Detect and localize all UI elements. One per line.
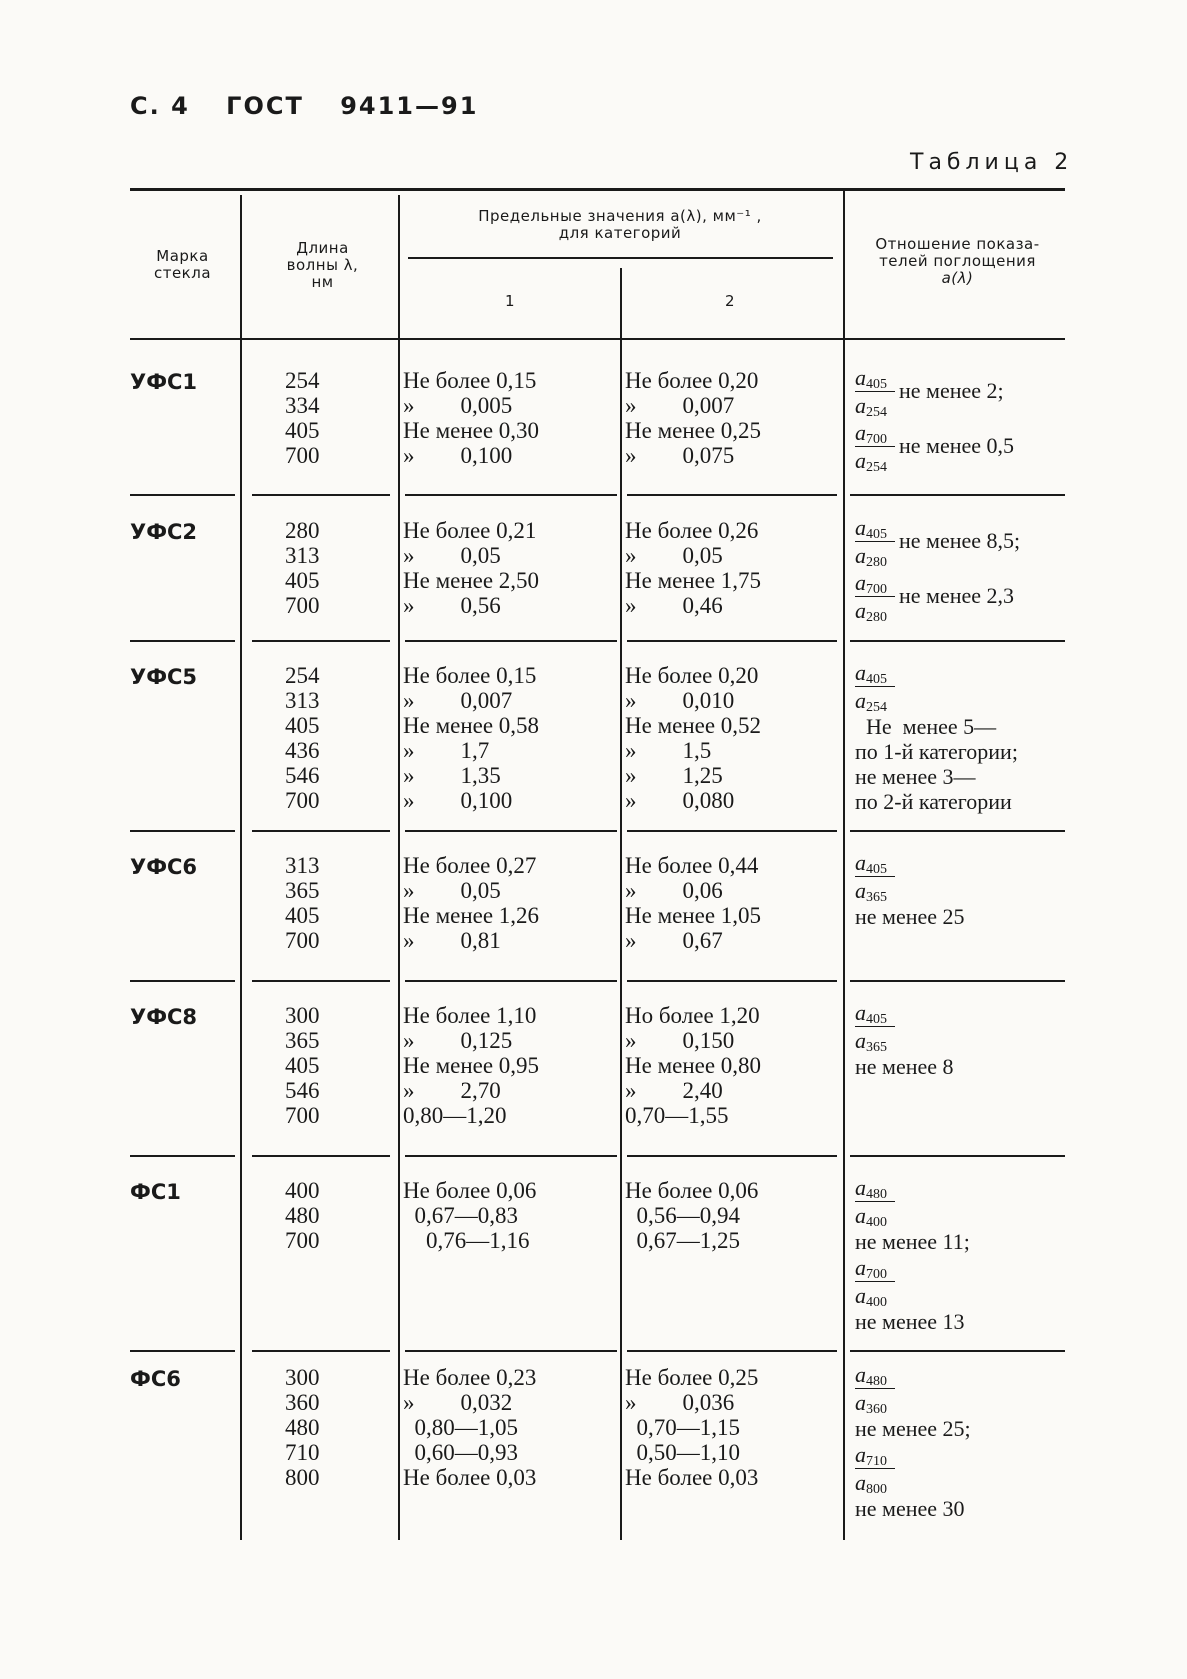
numerator-subscript: 700: [866, 582, 887, 597]
ratio-denominator: [855, 447, 895, 474]
glass-grade: УФС5: [130, 665, 198, 689]
ratio-condition: не менее 25;: [855, 1416, 971, 1441]
numerator-symbol: a: [855, 1362, 866, 1387]
wavelength-value: 334: [285, 393, 320, 418]
cat2-value-list: [625, 1178, 758, 1253]
numerator-subscript: 405: [866, 672, 887, 687]
numerator-subscript: 480: [866, 1374, 887, 1389]
row-separator: [627, 494, 837, 496]
wavelength-value-list: [285, 1178, 320, 1253]
cat2-value: 0,70—1,55: [625, 1103, 729, 1128]
numerator-subscript: 700: [866, 432, 887, 447]
cat1-value-list: [403, 1178, 536, 1253]
denominator-symbol: a: [855, 448, 866, 473]
numerator-symbol: a: [855, 1255, 866, 1280]
ratio-fraction-line: [855, 1361, 971, 1416]
divider-wavelength: [398, 195, 400, 1540]
row-separator: [252, 494, 390, 496]
row-separator: [405, 1350, 617, 1352]
row-separator: [405, 980, 617, 982]
ratio-condition: не менее 8: [855, 1054, 954, 1079]
ratio-denominator: [855, 392, 895, 419]
ratio-numerator: [855, 659, 895, 687]
wavelength-value: 546: [285, 763, 320, 788]
header-grade: Марка стекла: [153, 247, 212, 282]
cat2-value: Не менее 0,80: [625, 1053, 762, 1078]
ratio-denominator: [855, 597, 895, 624]
glass-grade: УФС2: [130, 520, 198, 544]
row-separator: [252, 1155, 390, 1157]
ratio-numerator: [855, 849, 895, 877]
ratio-cell: [855, 659, 1018, 814]
row-separator: [130, 494, 235, 496]
denominator-symbol: a: [855, 1283, 866, 1308]
cat2-value: 0,56—0,94: [625, 1203, 740, 1228]
cat2-value: » 0,036: [625, 1390, 735, 1415]
wavelength-value-list: [285, 663, 320, 813]
absorption-ratio-fraction: [855, 1361, 895, 1416]
cat2-value: Но более 1,20: [625, 1003, 760, 1028]
wavelength-value: 700: [285, 1103, 320, 1128]
cat2-value: » 0,05: [625, 543, 723, 568]
numerator-subscript: 405: [866, 862, 887, 877]
cat2-value: » 0,150: [625, 1028, 735, 1053]
row-separator: [850, 494, 1065, 496]
ratio-numerator: [855, 1174, 895, 1202]
wavelength-value-list: [285, 518, 320, 618]
wavelength-value: 300: [285, 1365, 320, 1390]
absorption-ratio-fraction: [855, 569, 895, 624]
cat1-value: » 0,05: [403, 543, 501, 568]
cat2-value: 0,50—1,10: [625, 1440, 740, 1465]
wavelength-value: 700: [285, 928, 320, 953]
cat2-value-list: [625, 518, 761, 618]
ratio-cell: [855, 1174, 970, 1334]
row-separator: [252, 830, 390, 832]
row-separator: [252, 980, 390, 982]
denominator-symbol: a: [855, 688, 866, 713]
ratio-cell: [855, 364, 1014, 474]
cat2-value: » 1,5: [625, 738, 712, 763]
cat1-value-list: [403, 368, 539, 468]
cat1-value-list: [403, 1365, 536, 1490]
ratio-numerator: [855, 1441, 895, 1469]
cat2-value: » 0,075: [625, 443, 735, 468]
numerator-symbol: a: [855, 570, 866, 595]
ratio-condition: не менее 8,5;: [899, 528, 1021, 553]
standard-number: 9411—91: [340, 92, 479, 120]
standard-label: ГОСТ: [226, 92, 304, 120]
wavelength-value: 365: [285, 878, 320, 903]
cat2-value: Не более 0,25: [625, 1365, 759, 1390]
ratio-numerator: [855, 419, 895, 447]
row-separator: [627, 980, 837, 982]
row-separator: [405, 830, 617, 832]
row-separator: [130, 1155, 235, 1157]
wavelength-value: 313: [285, 543, 320, 568]
denominator-subscript: 365: [866, 1040, 887, 1055]
cat2-value: Не более 0,03: [625, 1465, 759, 1490]
cat2-value-list: [625, 1003, 761, 1128]
ratio-fraction-line: [855, 1254, 970, 1309]
cat1-value-list: [403, 663, 539, 813]
wavelength-value: 700: [285, 593, 320, 618]
numerator-symbol: a: [855, 850, 866, 875]
ratio-numerator: [855, 514, 895, 542]
ratio-condition: по 1-й категории;: [855, 739, 1018, 764]
ratio-fraction-line: [855, 419, 1014, 474]
cat2-value: Не менее 1,75: [625, 568, 762, 593]
ratio-denominator: [855, 877, 895, 904]
cat2-value: » 2,40: [625, 1078, 723, 1103]
row-separator: [130, 830, 235, 832]
header-cat1: 1: [504, 292, 516, 310]
ratio-denominator: [855, 542, 895, 569]
wavelength-value: 365: [285, 1028, 320, 1053]
wavelength-value: 700: [285, 788, 320, 813]
denominator-symbol: a: [855, 1028, 866, 1053]
denominator-symbol: a: [855, 1203, 866, 1228]
cat1-value: Не более 1,10: [403, 1003, 537, 1028]
row-separator: [405, 494, 617, 496]
ratio-numerator: [855, 569, 895, 597]
row-separator: [627, 1155, 837, 1157]
row-separator: [850, 1155, 1065, 1157]
ratio-condition: не менее 0,5: [899, 433, 1015, 458]
ratio-condition: по 2-й категории: [855, 789, 1012, 814]
ratio-condition: не менее 11;: [855, 1229, 970, 1254]
denominator-subscript: 254: [866, 405, 887, 420]
header-limits: Предельные значения a(λ), мм⁻¹ , для категорий: [478, 207, 762, 242]
cat1-value: 0,76—1,16: [403, 1228, 530, 1253]
cat1-value-list: [403, 1003, 539, 1128]
cat1-value: Не менее 0,58: [403, 713, 540, 738]
cat1-value: 0,80—1,20: [403, 1103, 507, 1128]
cat1-value: Не более 0,06: [403, 1178, 537, 1203]
numerator-symbol: a: [855, 1000, 866, 1025]
cat2-value: » 0,46: [625, 593, 723, 618]
absorption-ratio-fraction: [855, 419, 895, 474]
cat1-value-list: [403, 518, 539, 618]
cat2-value: » 0,06: [625, 878, 723, 903]
ratio-denominator: [855, 1389, 895, 1416]
numerator-symbol: a: [855, 660, 866, 685]
cat1-value: » 1,7: [403, 738, 490, 763]
cat2-value: » 0,010: [625, 688, 735, 713]
row-separator: [130, 980, 235, 982]
wavelength-value: 710: [285, 1440, 320, 1465]
row-separator: [850, 980, 1065, 982]
header-ratio: Отношение показа- телей поглощения a(λ): [875, 235, 1040, 287]
table-title: Таблица 2: [910, 150, 1074, 175]
row-separator: [130, 640, 235, 642]
wavelength-value: 400: [285, 1178, 320, 1203]
glass-grade: ФС1: [130, 1180, 181, 1204]
cat1-value: » 0,032: [403, 1390, 513, 1415]
ratio-condition: не менее 25: [855, 904, 965, 929]
cat1-value: » 0,100: [403, 788, 513, 813]
wavelength-value: 700: [285, 443, 320, 468]
denominator-subscript: 400: [866, 1295, 887, 1310]
numerator-symbol: a: [855, 515, 866, 540]
numerator-symbol: a: [855, 1175, 866, 1200]
cat2-value-list: [625, 368, 761, 468]
denominator-symbol: a: [855, 1470, 866, 1495]
cat1-value: » 1,35: [403, 763, 501, 788]
cat2-value: » 0,67: [625, 928, 723, 953]
ratio-denominator: [855, 1027, 895, 1054]
divider-grade: [240, 195, 242, 1540]
denominator-subscript: 280: [866, 555, 887, 570]
row-separator: [850, 830, 1065, 832]
numerator-subscript: 405: [866, 527, 887, 542]
ratio-denominator: [855, 1202, 895, 1229]
ratio-fraction-line: [855, 1174, 970, 1229]
cat2-value: Не более 0,20: [625, 663, 759, 688]
ratio-fraction-line: [855, 1441, 971, 1496]
cat2-value: Не более 0,26: [625, 518, 759, 543]
cat1-value: » 0,100: [403, 443, 513, 468]
cat1-value: Не менее 1,26: [403, 903, 540, 928]
cat1-value: Не более 0,03: [403, 1465, 537, 1490]
wavelength-value: 800: [285, 1465, 320, 1490]
absorption-ratio-fraction: [855, 849, 895, 904]
glass-grade: УФС8: [130, 1005, 198, 1029]
numerator-subscript: 405: [866, 377, 887, 392]
denominator-subscript: 365: [866, 890, 887, 905]
cat2-value-list: [625, 853, 761, 953]
cat2-value-list: [625, 663, 761, 813]
cat2-value: 0,70—1,15: [625, 1415, 740, 1440]
wavelength-value: 546: [285, 1078, 320, 1103]
denominator-symbol: a: [855, 598, 866, 623]
numerator-symbol: a: [855, 365, 866, 390]
cat1-value: Не менее 0,95: [403, 1053, 540, 1078]
ratio-cell: [855, 849, 965, 929]
divider-categories: [620, 268, 622, 1540]
cat2-value: 0,67—1,25: [625, 1228, 740, 1253]
wavelength-value: 313: [285, 688, 320, 713]
absorption-ratio-fraction: [855, 659, 895, 714]
cat1-value: 0,60—0,93: [403, 1440, 518, 1465]
row-separator: [627, 640, 837, 642]
absorption-ratio-fraction: [855, 514, 895, 569]
cat2-value-list: [625, 1365, 758, 1490]
denominator-symbol: a: [855, 393, 866, 418]
ratio-fraction-line: [855, 364, 1014, 419]
cat1-value: Не более 0,23: [403, 1365, 537, 1390]
row-separator: [627, 830, 837, 832]
absorption-ratio-fraction: [855, 1441, 895, 1496]
table-top-rule: [130, 188, 1065, 191]
denominator-subscript: 360: [866, 1402, 887, 1417]
ratio-fraction-line: [855, 569, 1020, 624]
wavelength-value: 480: [285, 1203, 320, 1228]
wavelength-value: 436: [285, 738, 320, 763]
ratio-condition: Не менее 5—: [855, 714, 997, 739]
cat2-value: » 0,007: [625, 393, 735, 418]
wavelength-value: 405: [285, 713, 320, 738]
cat1-value: » 0,56: [403, 593, 501, 618]
ratio-cell: [855, 999, 954, 1079]
header-wavelength: Длина волны λ, нм: [286, 239, 359, 291]
ratio-numerator: [855, 999, 895, 1027]
cat1-value: Не более 0,27: [403, 853, 537, 878]
cat2-value: Не более 0,44: [625, 853, 759, 878]
denominator-subscript: 254: [866, 700, 887, 715]
denominator-symbol: a: [855, 543, 866, 568]
cat1-value: 0,80—1,05: [403, 1415, 518, 1440]
cat1-value: Не более 0,15: [403, 663, 537, 688]
ratio-numerator: [855, 1361, 895, 1389]
numerator-symbol: a: [855, 420, 866, 445]
wavelength-value-list: [285, 1365, 320, 1490]
absorption-ratio-fraction: [855, 999, 895, 1054]
wavelength-value-list: [285, 368, 320, 468]
row-separator: [252, 640, 390, 642]
denominator-subscript: 280: [866, 610, 887, 625]
wavelength-value: 300: [285, 1003, 320, 1028]
ratio-condition: не менее 2;: [899, 378, 1004, 403]
wavelength-value: 254: [285, 663, 320, 688]
ratio-numerator: [855, 1254, 895, 1282]
ratio-denominator: [855, 687, 895, 714]
cat2-value: Не более 0,06: [625, 1178, 759, 1203]
row-separator: [405, 1155, 617, 1157]
absorption-ratio-fraction: [855, 364, 895, 419]
absorption-ratio-fraction: [855, 1174, 895, 1229]
cat1-value: » 0,81: [403, 928, 501, 953]
row-separator: [850, 640, 1065, 642]
wavelength-value: 313: [285, 853, 320, 878]
divider-ratio: [843, 190, 845, 1540]
wavelength-value-list: [285, 853, 320, 953]
denominator-subscript: 400: [866, 1215, 887, 1230]
wavelength-value: 280: [285, 518, 320, 543]
limits-header-rule: [408, 257, 833, 259]
cat2-value: Не более 0,20: [625, 368, 759, 393]
ratio-condition: не менее 30: [855, 1496, 965, 1521]
glass-grade: ФС6: [130, 1367, 181, 1391]
cat1-value: » 0,125: [403, 1028, 513, 1053]
cat2-value: Не менее 1,05: [625, 903, 762, 928]
denominator-symbol: a: [855, 878, 866, 903]
cat1-value: » 0,007: [403, 688, 513, 713]
row-separator: [627, 1350, 837, 1352]
ratio-fraction-line: [855, 849, 965, 904]
cat2-value: Не менее 0,25: [625, 418, 762, 443]
ratio-numerator: [855, 364, 895, 392]
glass-grade: УФС6: [130, 855, 198, 879]
row-separator: [850, 1350, 1065, 1352]
wavelength-value: 405: [285, 903, 320, 928]
denominator-subscript: 254: [866, 460, 887, 475]
cat1-value: Не более 0,15: [403, 368, 537, 393]
wavelength-value: 254: [285, 368, 320, 393]
denominator-subscript: 800: [866, 1482, 887, 1497]
cat1-value: » 0,05: [403, 878, 501, 903]
ratio-fraction-line: [855, 514, 1020, 569]
header-cat2: 2: [724, 292, 736, 310]
numerator-subscript: 700: [866, 1267, 887, 1282]
page-header: [130, 92, 504, 120]
cat1-value: Не менее 0,30: [403, 418, 540, 443]
cat2-value: » 1,25: [625, 763, 723, 788]
ratio-denominator: [855, 1469, 895, 1496]
wavelength-value: 700: [285, 1228, 320, 1253]
cat1-value: » 2,70: [403, 1078, 501, 1103]
wavelength-value: 405: [285, 568, 320, 593]
ratio-cell: [855, 1361, 971, 1521]
numerator-subscript: 480: [866, 1187, 887, 1202]
wavelength-value: 360: [285, 1390, 320, 1415]
row-separator: [252, 1350, 390, 1352]
absorption-ratio-fraction: [855, 1254, 895, 1309]
glass-grade: УФС1: [130, 370, 198, 394]
header-bottom-rule: [130, 338, 1065, 340]
cat1-value: » 0,005: [403, 393, 513, 418]
cat1-value: Не менее 2,50: [403, 568, 540, 593]
ratio-condition: не менее 13: [855, 1309, 965, 1334]
page-number: С. 4: [130, 92, 190, 120]
wavelength-value: 480: [285, 1415, 320, 1440]
row-separator: [405, 640, 617, 642]
ratio-fraction-line: [855, 659, 1018, 714]
cat1-value: 0,67—0,83: [403, 1203, 518, 1228]
wavelength-value: 405: [285, 1053, 320, 1078]
cat1-value: Не более 0,21: [403, 518, 537, 543]
ratio-condition: не менее 2,3: [899, 583, 1015, 608]
wavelength-value: 405: [285, 418, 320, 443]
numerator-subscript: 710: [866, 1454, 887, 1469]
ratio-denominator: [855, 1282, 895, 1309]
denominator-symbol: a: [855, 1390, 866, 1415]
ratio-condition: не менее 3—: [855, 764, 976, 789]
ratio-cell: [855, 514, 1020, 624]
row-separator: [130, 1350, 235, 1352]
wavelength-value-list: [285, 1003, 320, 1128]
cat1-value-list: [403, 853, 539, 953]
numerator-symbol: a: [855, 1442, 866, 1467]
cat2-value: » 0,080: [625, 788, 735, 813]
numerator-subscript: 405: [866, 1012, 887, 1027]
cat2-value: Не менее 0,52: [625, 713, 762, 738]
ratio-fraction-line: [855, 999, 954, 1054]
